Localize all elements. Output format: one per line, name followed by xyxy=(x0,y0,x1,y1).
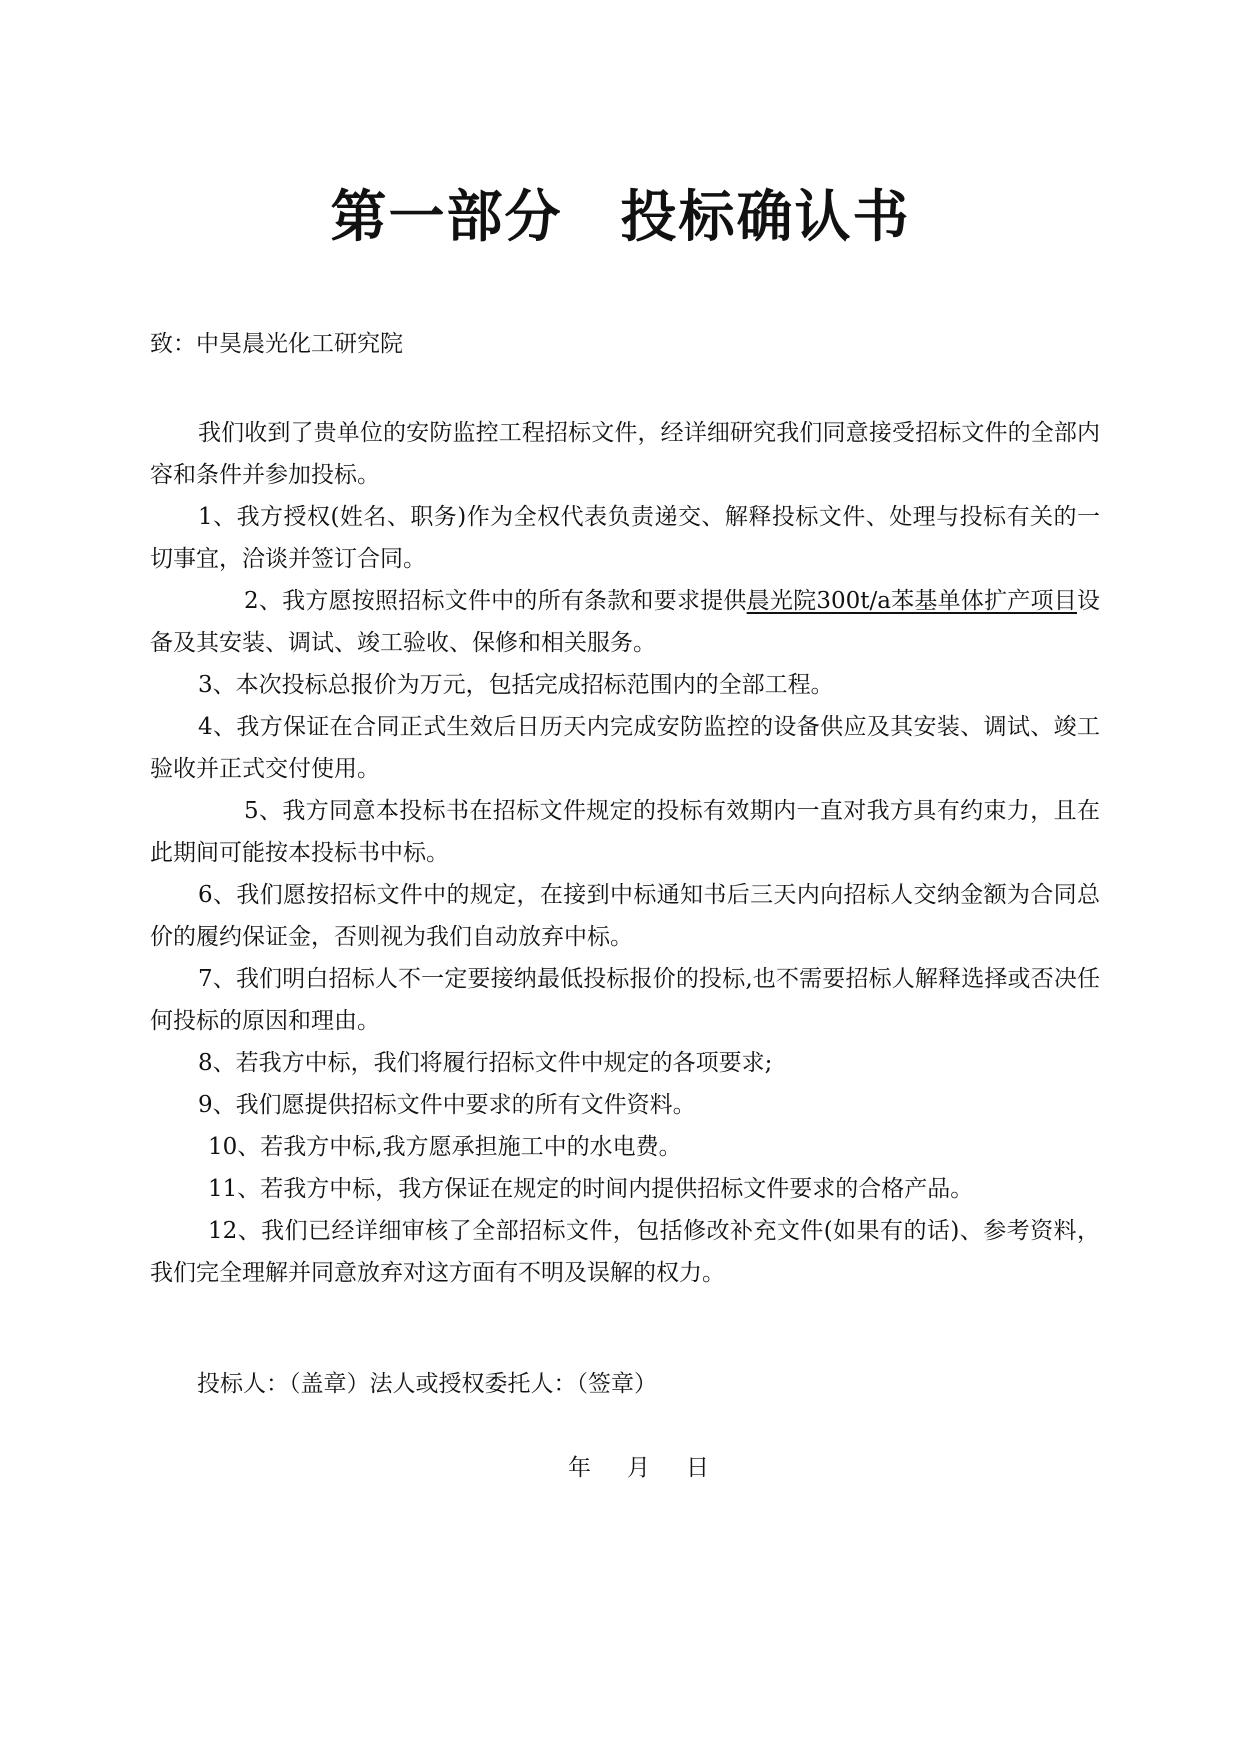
clause-2 xyxy=(150,580,1100,664)
date-line xyxy=(568,1452,709,1484)
date-day: 日 xyxy=(686,1455,709,1481)
clause-11: 11、若我方中标，我方保证在规定的时间内提供招标文件要求的合格产品。 xyxy=(208,1176,974,1202)
clause-2-suffix: 设备及其安装、调试、竣工验收、保修和相关服务。 xyxy=(150,588,1100,656)
intro-paragraph: 我们收到了贵单位的安防监控工程招标文件，经详细研究我们同意接受招标文件的全部内容和条件并参加投标。 xyxy=(150,420,1100,488)
clause-12: 12、我们已经详细审核了全部招标文件，包括修改补充文件(如果有的话)、参考资料，我们完全理解并同意放弃对这方面有不明及误解的权力。 xyxy=(150,1218,1100,1286)
clause-2-prefix: 2、我方愿按照招标文件中的所有条款和要求提供 xyxy=(244,588,747,614)
clause-10: 10、若我方中标,我方愿承担施工中的水电费。 xyxy=(208,1134,682,1160)
clause-9: 9、我们愿提供招标文件中要求的所有文件资料。 xyxy=(198,1092,696,1118)
signature-line: 投标人：（盖章）法人或授权委托人：（签章） xyxy=(197,1371,657,1397)
page-title: 第一部分 投标确认书 xyxy=(330,185,911,250)
date-month: 月 xyxy=(627,1455,650,1481)
clause-5: 5、我方同意本投标书在招标文件规定的投标有效期内一直对我方具有约束力，且在此期间可能按本投标书中标。 xyxy=(150,798,1100,866)
clause-4: 4、我方保证在合同正式生效后日历天内完成安防监控的设备供应及其安装、调试、竣工验收并正式交付使用。 xyxy=(150,714,1100,782)
addressee-line: 致：中昊晨光化工研究院 xyxy=(150,331,403,357)
clause-8: 8、若我方中标，我们将履行招标文件中规定的各项要求; xyxy=(198,1050,773,1076)
letter-body xyxy=(150,412,1100,1294)
date-year: 年 xyxy=(568,1455,591,1481)
clause-3: 3、本次投标总报价为万元，包括完成招标范围内的全部工程。 xyxy=(198,672,834,698)
clause-7: 7、我们明白招标人不一定要接纳最低投标报价的投标,也不需要招标人解释选择或否决任何投标的原因和理由。 xyxy=(150,966,1100,1034)
project-name: 晨光院300t/a苯基单体扩产项目 xyxy=(746,588,1077,614)
clause-6: 6、我们愿按招标文件中的规定，在接到中标通知书后三天内向招标人交纳金额为合同总价的履约保证金，否则视为我们自动放弃中标。 xyxy=(150,882,1100,950)
clause-1: 1、我方授权(姓名、职务)作为全权代表负责递交、解释投标文件、处理与投标有关的一切事宜，洽谈并签订合同。 xyxy=(150,504,1100,572)
